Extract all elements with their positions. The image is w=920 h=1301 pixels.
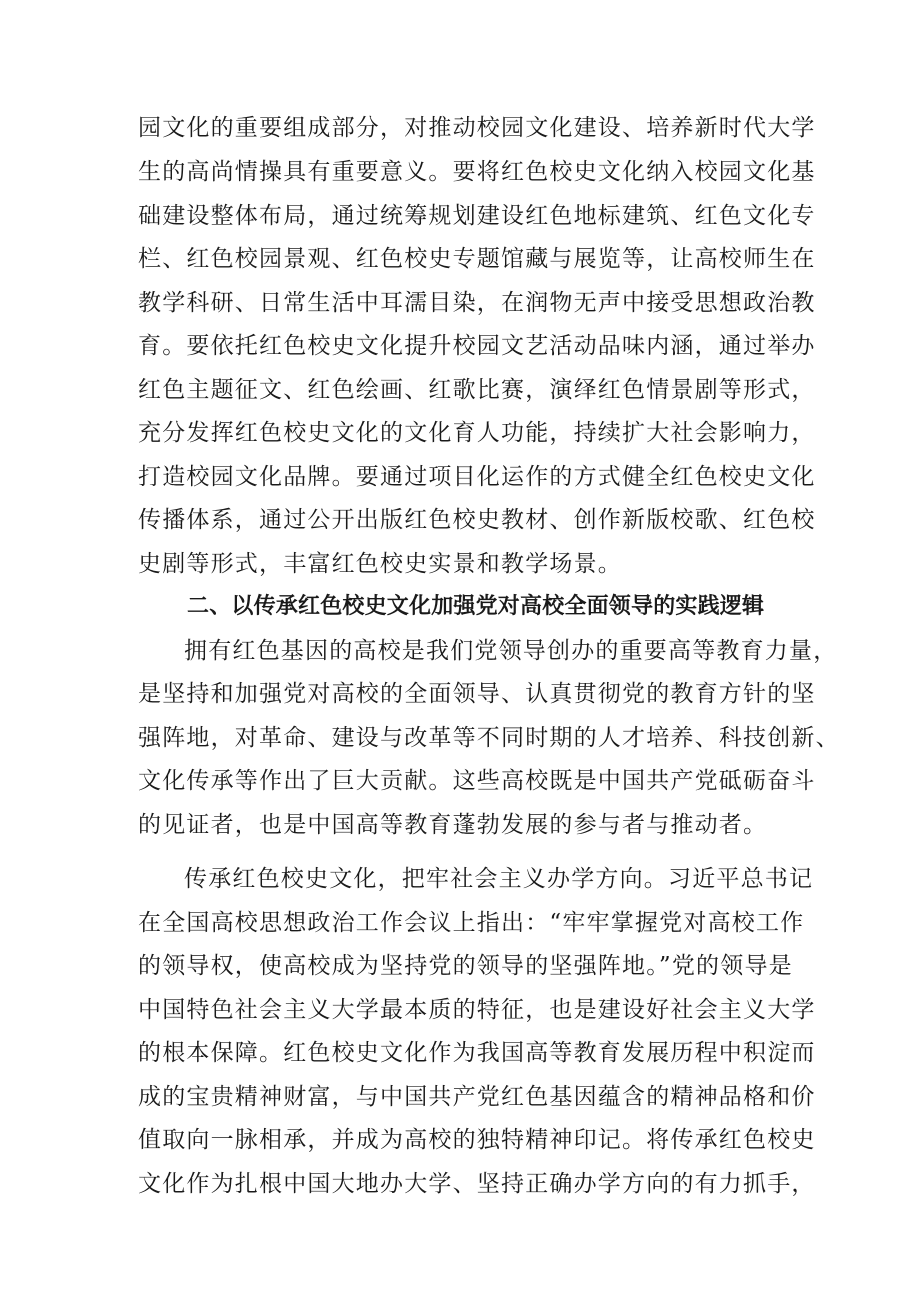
text-line: 教学科研、日常生活中耳濡目染，在润物无声中接受思想政治教 [138, 290, 816, 316]
text-line: 红色主题征文、红色绘画、红歌比赛，演绎红色情景剧等形式， [138, 377, 816, 403]
section-heading: 二、以传承红色校史文化加强党对高校全面领导的实践逻辑 [187, 594, 765, 619]
text-line: 文化作为扎根中国大地办大学、坚持正确办学方向的有力抓手， [138, 1171, 816, 1197]
text-line: 传承红色校史文化，把牢社会主义办学方向。习近平总书记 [184, 866, 814, 892]
text-line: 文化传承等作出了巨大贡献。这些高校既是中国共产党砥砺奋斗 [138, 768, 816, 794]
text-line: 础建设整体布局，通过统筹规划建设红色地标建筑、红色文化专 [138, 203, 816, 229]
text-line: 育。要依托红色校史文化提升校园文艺活动品味内涵，通过举办 [138, 333, 816, 359]
text-line: 在全国高校思想政治工作会议上指出：“牢牢掌握党对高校工作 [138, 910, 805, 936]
text-line: 值取向一脉相承，并成为高校的独特精神印记。将传承红色校史 [138, 1127, 816, 1153]
text-line: 成的宝贵精神财富，与中国共产党红色基因蕴含的精神品格和价 [138, 1084, 816, 1110]
text-line: 的根本保障。红色校史文化作为我国高等教育发展历程中积淀而 [138, 1040, 816, 1066]
text-line: 传播体系，通过公开出版红色校史教材、创作新版校歌、红色校 [138, 507, 816, 533]
text-line: 是坚持和加强党对高校的全面领导、认真贯彻党的教育方针的坚 [138, 681, 816, 707]
text-line: 强阵地，对革命、建设与改革等不同时期的人才培养、科技创新、 [138, 725, 840, 751]
text-line: 充分发挥红色校史文化的文化育人功能，持续扩大社会影响力， [138, 420, 816, 446]
text-line: 打造校园文化品牌。要通过项目化运作的方式健全红色校史文化 [138, 464, 816, 490]
text-line: 的领导权，使高校成为坚持党的领导的坚强阵地。”党的领导是 [138, 953, 793, 979]
text-line: 的见证者，也是中国高等教育蓬勃发展的参与者与推动者。 [138, 812, 768, 838]
text-line: 史剧等形式，丰富红色校史实景和教学场景。 [138, 551, 622, 577]
text-line: 生的高尚情操具有重要意义。要将红色校史文化纳入校园文化基 [138, 159, 816, 185]
text-line: 中国特色社会主义大学最本质的特征，也是建设好社会主义大学 [138, 997, 816, 1023]
text-line: 栏、红色校园景观、红色校史专题馆藏与展览等，让高校师生在 [138, 246, 816, 272]
text-line: 园文化的重要组成部分，对推动校园文化建设、培养新时代大学 [138, 115, 816, 141]
text-line: 拥有红色基因的高校是我们党领导创办的重要高等教育力量， [184, 638, 838, 664]
